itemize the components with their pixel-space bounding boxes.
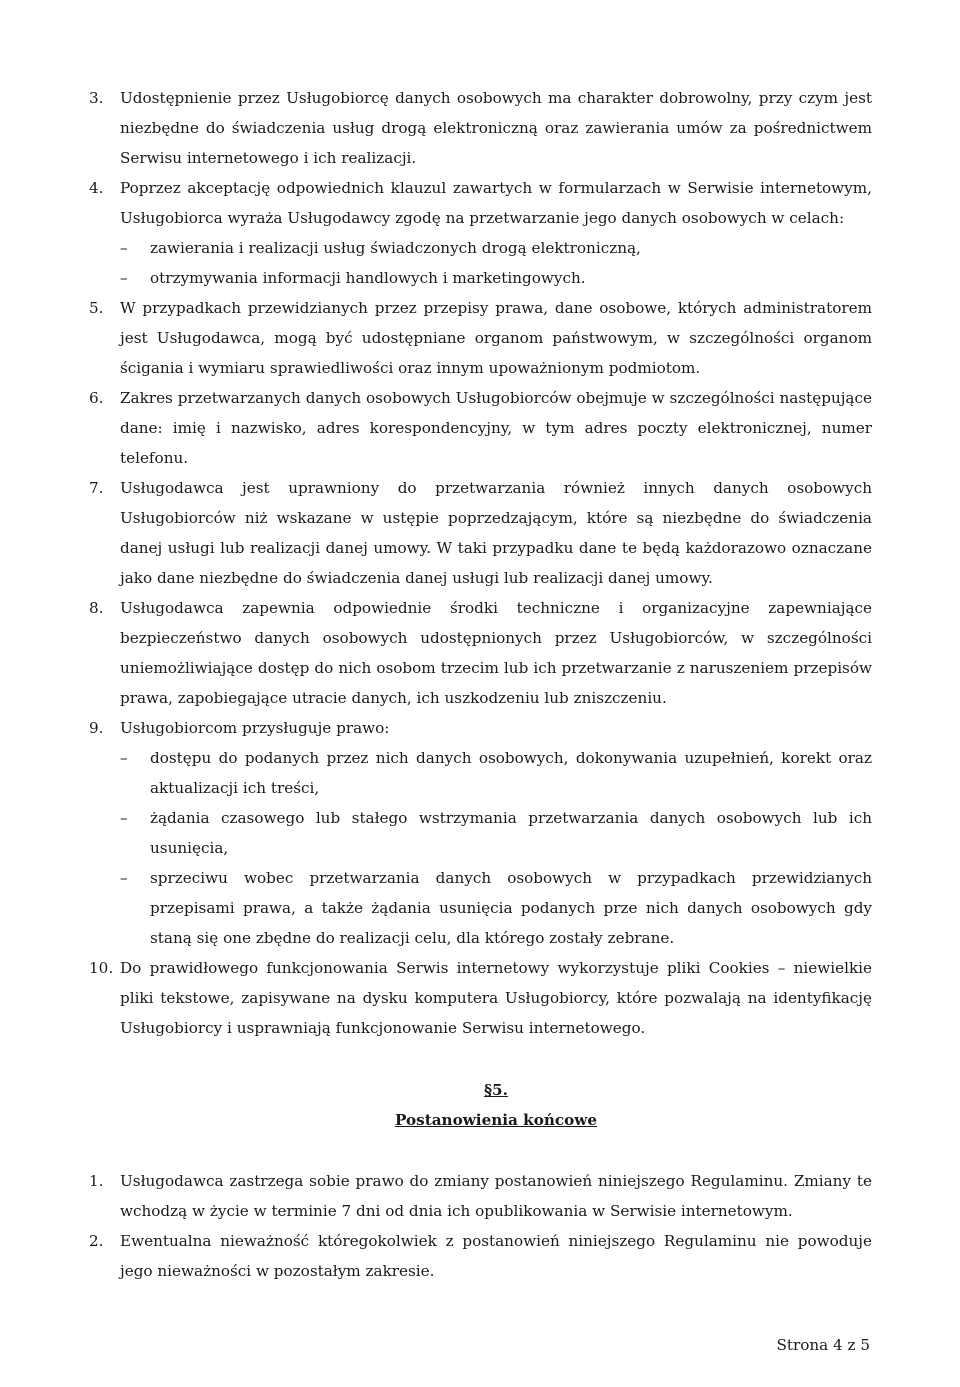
list-item-3	[89, 83, 872, 173]
item-text: Usługodawca zastrzega sobie prawo do zmiany postanowień niniejszego Regulaminu. Zmiany te wchodzą w życie w terminie 7 dni od dnia ich opublikowania w Serwisie internetowym.	[120, 1172, 872, 1220]
item-number: 3.	[89, 89, 104, 107]
list-item-8	[89, 593, 872, 713]
item-number: 9.	[89, 719, 104, 737]
item-text: Do prawidłowego funkcjonowania Serwis internetowy wykorzystuje pliki Cookies – niewielkie pliki tekstowe, zapisywane na dysku komputera Usługobiorcy, które pozwalają na identyfikację Usługobiorcy i usprawniają funkcjonowanie Serwisu internetowego.	[120, 959, 872, 1037]
item-number: 5.	[89, 299, 104, 317]
page-number-footer: Strona 4 z 5	[776, 1336, 870, 1354]
sub-item-text: dostępu do podanych przez nich danych osobowych, dokonywania uzupełnień, korekt oraz aktualizacji ich treści,	[150, 749, 872, 797]
item-number: 6.	[89, 389, 104, 407]
dash-bullet: –	[120, 269, 128, 287]
list-item-final-1	[89, 1166, 872, 1226]
list-item-5	[89, 293, 872, 383]
item-text: Zakres przetwarzanych danych osobowych Usługobiorców obejmuje w szczególności następujące dane: imię i nazwisko, adres korespondencyjny, w tym adres poczty elektronicznej, numer telefonu.	[120, 389, 872, 467]
list-item-9	[89, 713, 872, 743]
sub-item-text: otrzymywania informacji handlowych i marketingowych.	[150, 269, 586, 287]
sub-item-text: żądania czasowego lub stałego wstrzymania przetwarzania danych osobowych lub ich usunięcia,	[150, 809, 872, 857]
section-mark: §	[484, 1081, 493, 1099]
section-number: 5.	[492, 1081, 508, 1099]
dash-bullet: –	[120, 239, 128, 257]
item-number: 1.	[89, 1172, 104, 1190]
dash-bullet: –	[120, 869, 128, 887]
item-text: Usługodawca zapewnia odpowiednie środki techniczne i organizacyjne zapewniające bezpieczeństwo danych osobowych udostępnionych przez Usługobiorców, w szczególności uniemożliwiające dostęp do nich osobom trzecim lub ich przetwarzanie z naruszeniem przepisów prawa, zapobiegające utracie danych, ich uszkodzeniu lub zniszczeniu.	[120, 599, 872, 707]
item-text: Ewentualna nieważność któregokolwiek z postanowień niniejszego Regulaminu nie powoduje jego nieważności w pozostałym zakresie.	[120, 1232, 872, 1280]
sub-item	[120, 863, 872, 953]
list-item-6	[89, 383, 872, 473]
list-items-a	[89, 83, 872, 1043]
sub-item-text: zawierania i realizacji usług świadczonych drogą elektroniczną,	[150, 239, 641, 257]
item-text: Udostępnienie przez Usługobiorcę danych osobowych ma charakter dobrowolny, przy czym jest niezbędne do świadczenia usług drogą elektroniczną oraz zawierania umów za pośrednictwem Serwisu internetowego i ich realizacji.	[120, 89, 872, 167]
sub-item	[120, 233, 872, 263]
item-number: 8.	[89, 599, 104, 617]
list-item-4	[89, 173, 872, 233]
item-text: Usługodawca jest uprawniony do przetwarzania również innych danych osobowych Usługobiorców niż wskazane w ustępie poprzedzającym, które są niezbędne do świadczenia danej usługi lub realizacji danej umowy. W taki przypadku dane te będą każdorazowo oznaczane jako dane niezbędne do świadczenia danej usługi lub realizacji danej umowy.	[120, 479, 872, 587]
list-item-final-2	[89, 1226, 872, 1286]
item-text: W przypadkach przewidzianych przez przepisy prawa, dane osobowe, których administratorem jest Usługodawca, mogą być udostępniane organom państwowym, w szczególności organom ścigania i wymiaru sprawiedliwości oraz innym upoważnionym podmiotom.	[120, 299, 872, 377]
item-number: 4.	[89, 179, 104, 197]
section-heading	[120, 1075, 872, 1105]
dash-bullet: –	[120, 749, 128, 767]
list-item-7	[89, 473, 872, 593]
item-text: Usługobiorcom przysługuje prawo:	[120, 719, 390, 737]
sub-item-text: sprzeciwu wobec przetwarzania danych osobowych w przypadkach przewidzianych przepisami prawa, a także żądania usunięcia podanych prze nich danych osobowych gdy staną się one zbędne do realizacji celu, dla którego zostały zebrane.	[150, 869, 872, 947]
section-title: Postanowienia końcowe	[395, 1111, 597, 1129]
list-item-10	[89, 953, 872, 1043]
sub-item	[120, 803, 872, 863]
item-number: 7.	[89, 479, 104, 497]
item-number: 10.	[89, 959, 114, 977]
item-text: Poprzez akceptację odpowiednich klauzul zawartych w formularzach w Serwisie internetowym, Usługobiorca wyraża Usługodawcy zgodę na przetwarzanie jego danych osobowych w celach:	[120, 179, 872, 227]
dash-bullet: –	[120, 809, 128, 827]
sub-item	[120, 263, 872, 293]
sub-item	[120, 743, 872, 803]
list-items-b	[89, 1166, 872, 1286]
item-number: 2.	[89, 1232, 104, 1250]
